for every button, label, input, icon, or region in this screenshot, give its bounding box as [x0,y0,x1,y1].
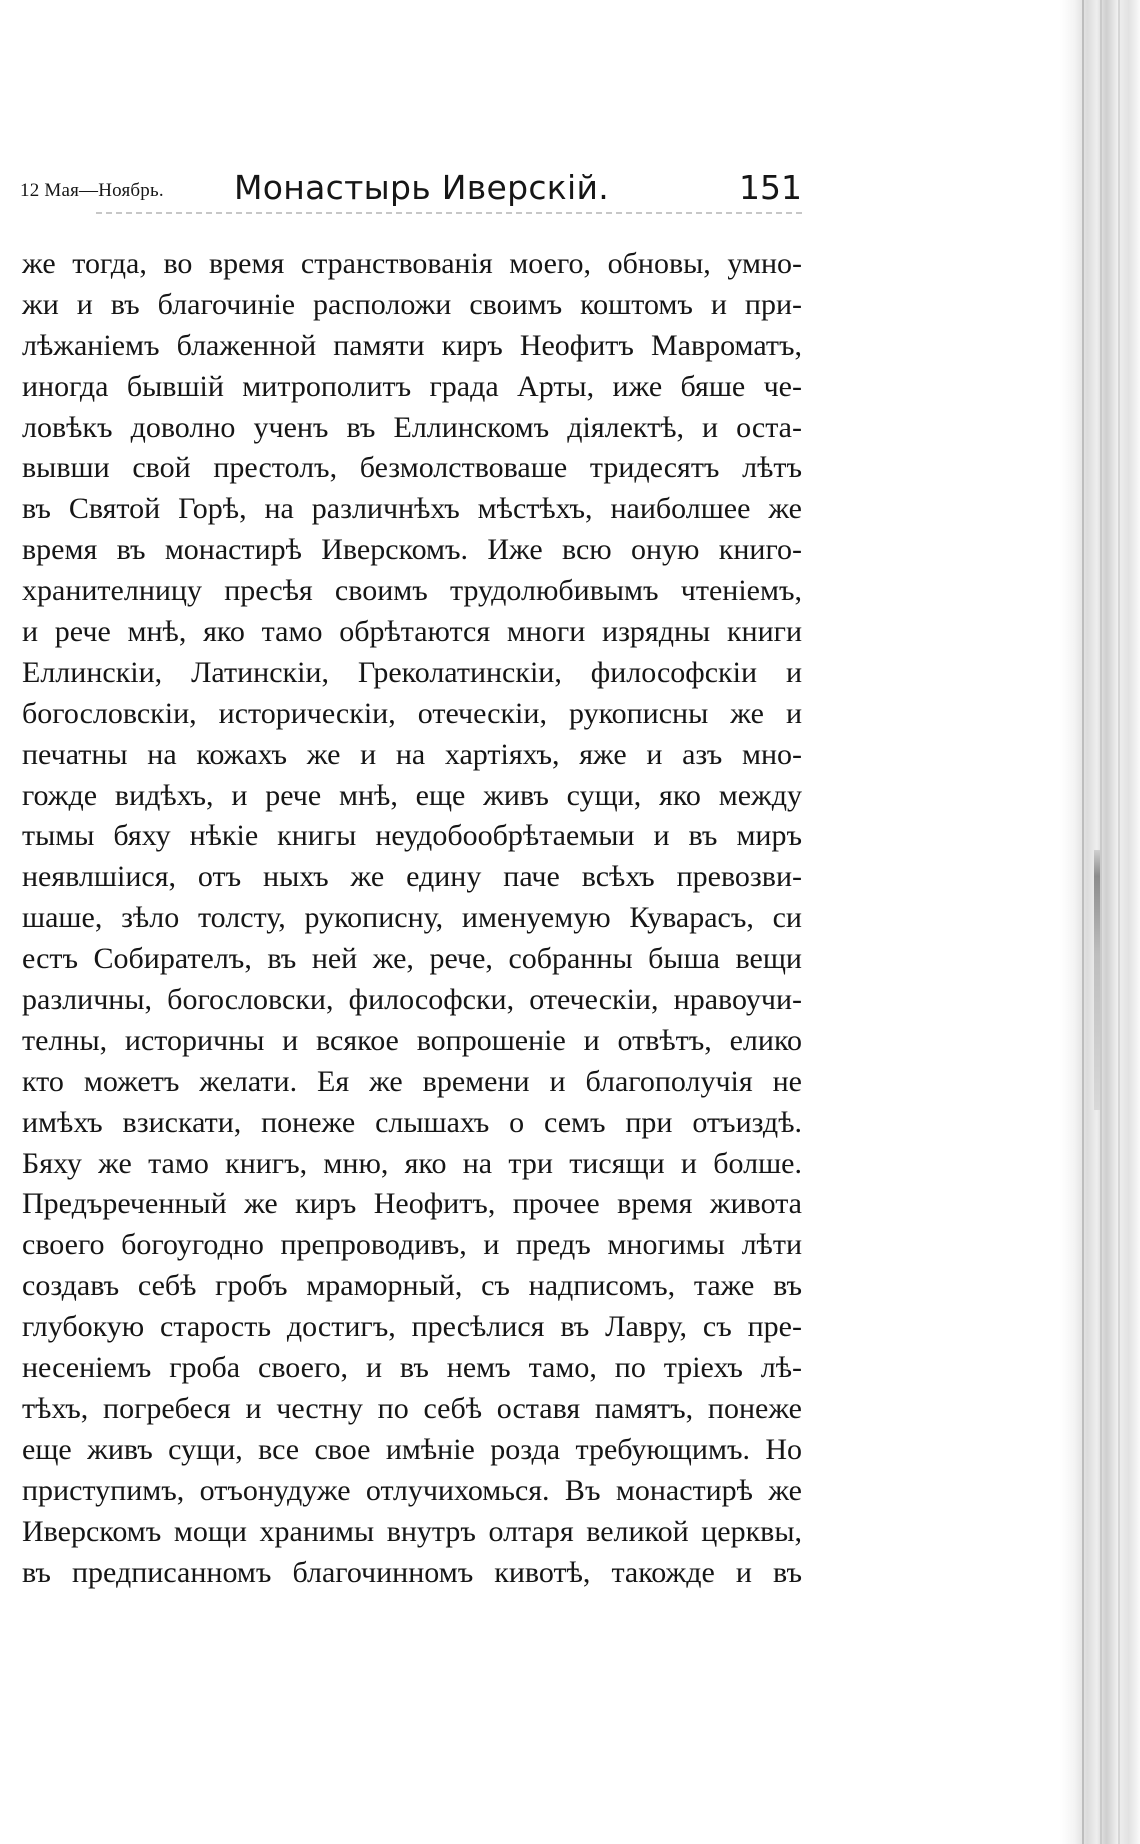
text-line: тѣхъ, погребеся и честну по себѣ оставя памятъ, понеже [22,1391,802,1425]
text-line: неявлшіися, отъ ныхъ же едину паче всѣхъ превозви- [22,860,802,894]
text-line: приступимъ, отъонудуже отлучихомься. Въ монастирѣ же [22,1473,802,1507]
text-line: печатны на кожахъ же и на хартіяхъ, яже и азъ мно- [22,737,802,771]
header-date-range: 12 Мая—Ноябрь. [20,180,164,201]
text-line: своего богоугодно препроводивъ, и предъ многимы лѣти [22,1228,802,1262]
text-line: Еллинскіи, Латинскіи, Греколатинскіи, философскіи и [22,655,802,689]
text-line: имѣхъ взискати, понеже слышахъ о семъ при отъиздѣ. [22,1105,802,1139]
text-line: несеніемъ гроба своего, и въ немъ тамо, по тріехъ лѣ- [22,1351,802,1385]
text-line: время въ монастирѣ Иверскомъ. Иже всю оную книго- [22,533,802,567]
text-line: создавъ себѣ гробъ мраморный, съ надписомъ, таже въ [22,1269,802,1303]
text-line: Предъреченный же киръ Неофитъ, прочее время живота [22,1187,802,1221]
running-head [20,168,802,208]
page-binding-edge [1060,0,1140,1844]
header-title: Монастырь Иверскій. [234,168,610,207]
text-line: хранителницу пресѣя своимъ трудолюбивымъ чтеніемъ, [22,574,802,608]
edge-line [1118,0,1120,1844]
text-line: въ предписанномъ благочинномъ кивотѣ, такожде и въ [22,1555,802,1589]
header-rule [96,212,802,214]
text-line: тымы бяху нѣкіе книгы неудобообрѣтаемыи и въ миръ [22,819,802,853]
edge-line [1082,0,1084,1844]
text-line: же тогда, во время странствованія моего, обновы, умно- [22,247,802,280]
text-line: телны, историчны и всякое вопрошеніе и отвѣтъ, елико [22,1023,802,1057]
body-text [22,244,802,1593]
text-line: кто можетъ желати. Ея же времени и благополучія не [22,1064,802,1098]
text-line: ловѣкъ доволно ученъ въ Еллинскомъ діялектѣ, и оста- [22,410,802,444]
text-line: глубокую старость достигъ, пресѣлися въ Лавру, съ пре- [22,1310,802,1344]
text-line: лѣжаніемъ блаженной памяти киръ Неофитъ Мавроматъ, [22,328,802,362]
text-line: иногда бывшій митрополитъ града Арты, иже бяше че- [22,369,802,403]
text-line: Бяху же тамо книгъ, мню, яко на три тисящи и болше. [22,1146,802,1180]
text-line: шаше, зѣло толсту, рукописну, именуемую Куварасъ, си [22,901,802,935]
text-line: различны, богословски, философски, отеческіи, нравоучи- [22,983,802,1017]
edge-line [1100,0,1102,1844]
text-line: естъ Собирателъ, въ ней же, рече, собранны быша вещи [22,942,802,976]
text-line: въ Святой Горѣ, на различнѣхъ мѣстѣхъ, наиболшее же [22,492,802,526]
text-line: вывши свой престолъ, безмолствоваше тридесятъ лѣтъ [22,451,802,485]
text-line: богословскіи, историческіи, отеческіи, рукописны же и [22,696,802,730]
text-line: и рече мнѣ, яко тамо обрѣтаются многи изрядны книги [22,615,802,649]
text-line: жи и въ благочиніе расположи своимъ коштомъ и при- [22,287,802,321]
page-number: 151 [739,168,802,207]
text-line: гожде видѣхъ, и рече мнѣ, еще живъ сущи, яко между [22,778,802,812]
edge-mark [1094,850,1100,1110]
text-line: еще живъ сущи, все свое имѣніе розда требующимъ. Но [22,1432,802,1466]
text-line: Иверскомъ мощи хранимы внутръ олтаря великой церквы, [22,1514,802,1548]
